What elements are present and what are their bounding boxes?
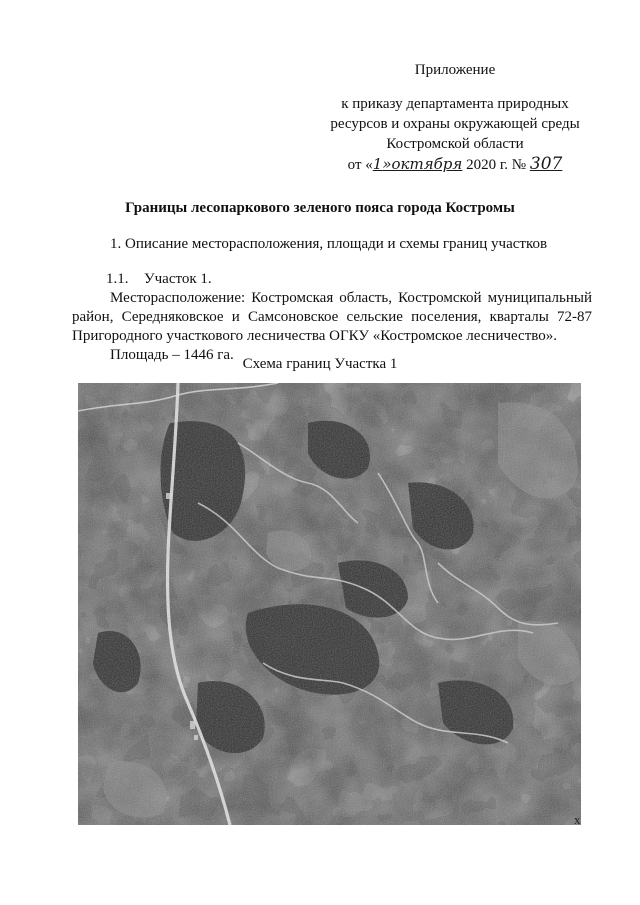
handwritten-day: 1	[372, 155, 383, 173]
corner-mark: x	[574, 812, 581, 827]
section-body	[72, 270, 592, 365]
appendix-line-1: к приказу департамента природных	[341, 96, 569, 112]
image-grain	[78, 383, 581, 825]
section-number: 1.1.	[106, 271, 129, 287]
scheme-title: Схема границ Участка 1	[242, 356, 398, 372]
appendix-line-2: ресурсов и охраны окружающей среды	[330, 116, 580, 132]
order-date-line	[300, 154, 610, 175]
handwritten-order-number: 307	[529, 154, 563, 174]
location-paragraph: Месторасположение: Костромская область, Костромской муниципальный район, Середняковское и Самсоновское сельские поселения, кварталы 72-87 Пригородного участкового лесничества ОГКУ «Костромское лесничество».	[72, 290, 592, 344]
area-paragraph: Площадь – 1446 га.	[110, 347, 234, 363]
appendix-line-3: Костромской области	[386, 136, 524, 152]
appendix-header	[300, 60, 610, 175]
document-heading: Границы лесопаркового зеленого пояса города Костромы	[125, 200, 515, 216]
satellite-map-image	[78, 383, 581, 825]
order-year-text: 2020 г. №	[466, 157, 527, 173]
section-subheading: 1. Описание месторасположения, площади и схемы границ участков	[110, 236, 548, 252]
section-number-line	[72, 270, 592, 289]
section-title: Участок 1.	[144, 271, 212, 287]
satellite-map-drawing	[78, 383, 581, 825]
appendix-title: Приложение	[414, 62, 496, 78]
handwritten-month: »октября	[382, 155, 463, 173]
date-prefix: от «	[347, 157, 373, 173]
